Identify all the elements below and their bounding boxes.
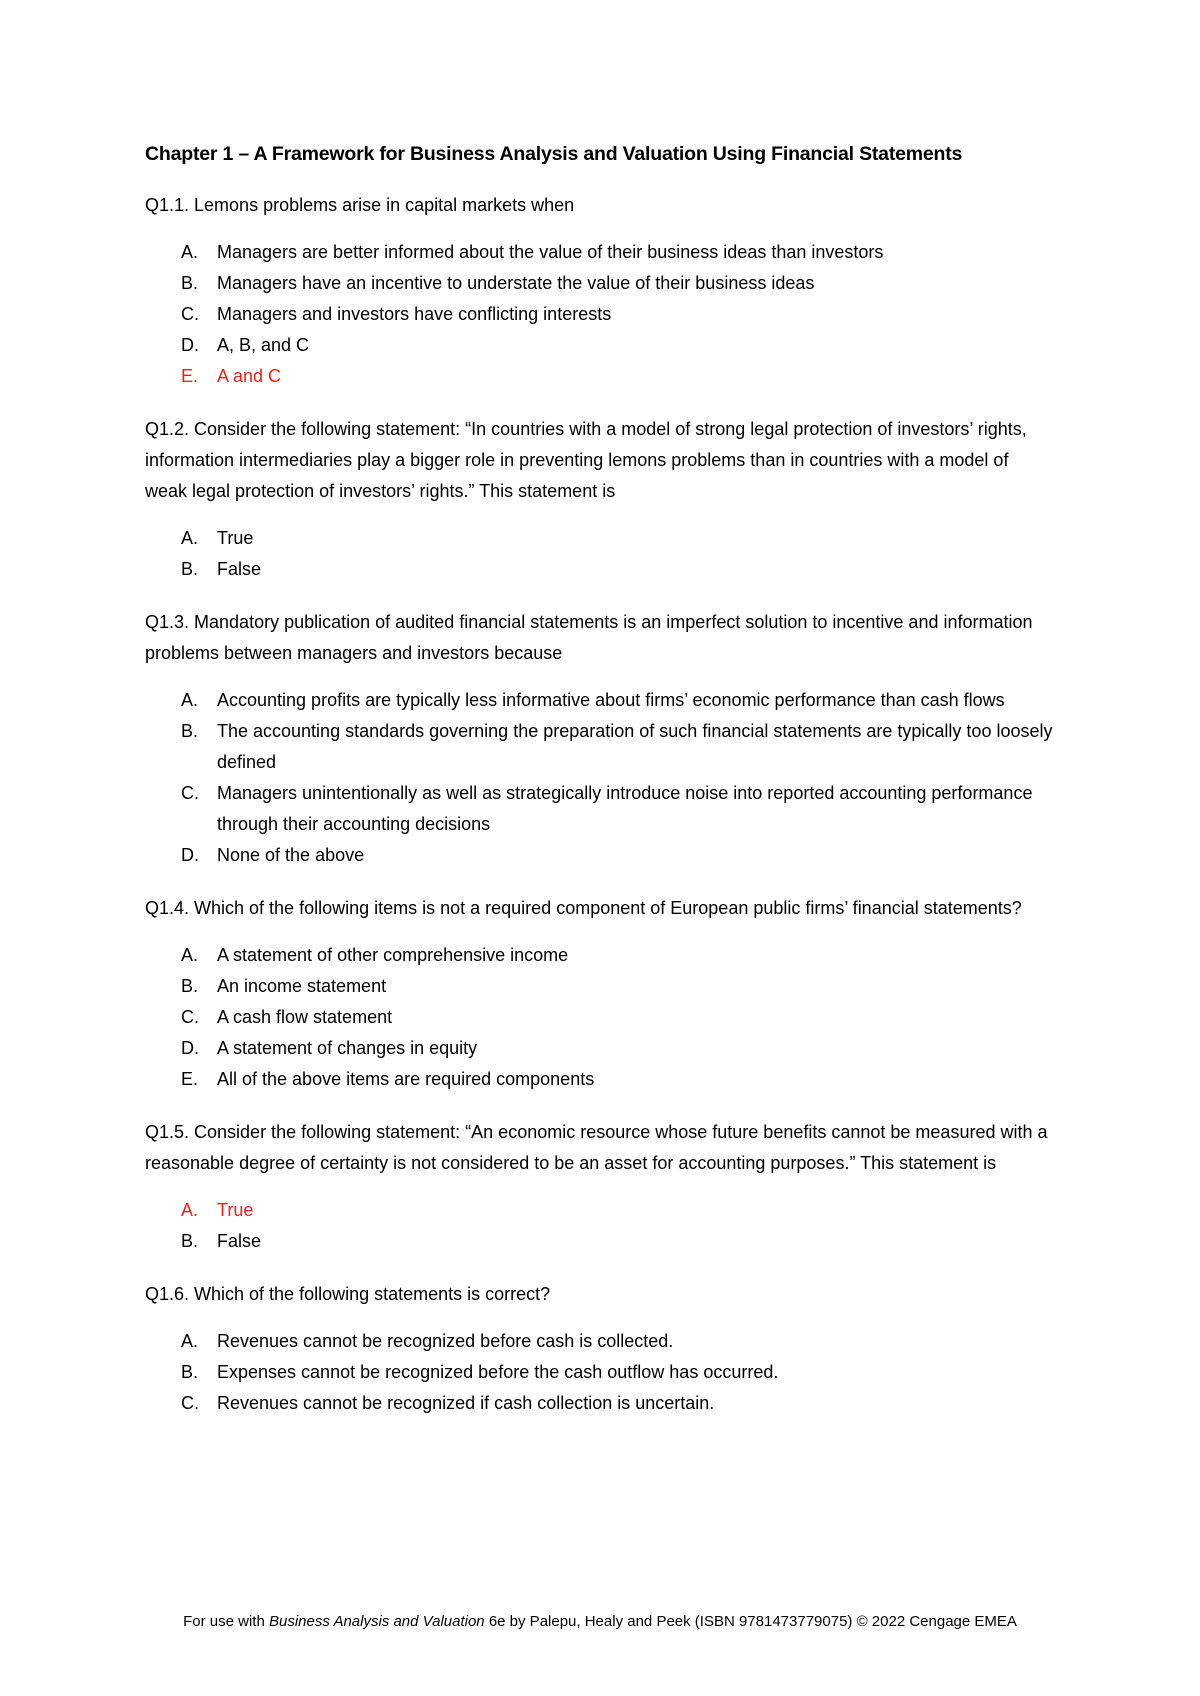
answer-option <box>145 330 1055 361</box>
option-letter: A. <box>181 1331 199 1351</box>
answer-options <box>145 1195 1055 1257</box>
option-text: Managers are better informed about the value of their business ideas than investors <box>217 242 884 262</box>
option-text: A cash flow statement <box>217 1007 393 1027</box>
answer-option <box>145 1033 1055 1064</box>
option-letter: D. <box>181 335 199 355</box>
answer-option <box>145 940 1055 971</box>
answer-options <box>145 1326 1055 1419</box>
question-text: Q1.5. Consider the following statement: “An economic resource whose future benefits cannot be measured with a reasonable degree of certainty is not considered to be an asset for accounting purposes.” This statement is <box>145 1122 1048 1173</box>
option-text: A, B, and C <box>217 335 310 355</box>
answer-option <box>145 1388 1055 1419</box>
option-letter: B. <box>181 1231 199 1251</box>
answer-option <box>145 299 1055 330</box>
option-letter: A. <box>181 690 199 710</box>
option-text: Managers unintentionally as well as strategically introduce noise into reported accounting performance through their accounting decisions <box>217 783 1033 834</box>
document-content <box>145 143 1055 1441</box>
question-block <box>145 893 1055 1095</box>
option-text: Revenues cannot be recognized if cash collection is uncertain. <box>217 1393 715 1413</box>
answer-option-correct <box>145 1195 1055 1226</box>
option-text: All of the above items are required components <box>217 1069 595 1089</box>
option-letter: B. <box>181 1362 199 1382</box>
answer-option <box>145 1326 1055 1357</box>
option-text: None of the above <box>217 845 365 865</box>
option-text: False <box>217 559 262 579</box>
question-block <box>145 607 1055 871</box>
answer-option <box>145 268 1055 299</box>
footer-book-title: Business Analysis and Valuation <box>268 1613 485 1630</box>
option-letter: D. <box>181 845 199 865</box>
answer-options <box>145 237 1055 392</box>
answer-option <box>145 1357 1055 1388</box>
option-text: Revenues cannot be recognized before cash is collected. <box>217 1331 674 1351</box>
answer-option <box>145 971 1055 1002</box>
answer-options <box>145 523 1055 585</box>
option-text: Managers and investors have conflicting interests <box>217 304 612 324</box>
option-letter: B. <box>181 976 199 996</box>
answer-option <box>145 554 1055 585</box>
answer-options <box>145 685 1055 871</box>
answer-option <box>145 237 1055 268</box>
footer-prefix: For use with <box>183 1613 269 1630</box>
option-letter: D. <box>181 1038 199 1058</box>
option-letter: A. <box>181 945 199 965</box>
option-letter: A. <box>181 242 199 262</box>
page-footer <box>0 1613 1200 1630</box>
option-letter: B. <box>181 721 199 741</box>
answer-option <box>145 840 1055 871</box>
answer-option <box>145 1002 1055 1033</box>
question-list <box>145 190 1055 1419</box>
option-letter: C. <box>181 304 199 324</box>
chapter-title: Chapter 1 – A Framework for Business Analysis and Valuation Using Financial Statements <box>145 143 963 165</box>
question-text: Q1.3. Mandatory publication of audited financial statements is an imperfect solution to incentive and information problems between managers and investors because <box>145 612 1033 663</box>
answer-options <box>145 940 1055 1095</box>
option-letter: C. <box>181 1007 199 1027</box>
option-letter: B. <box>181 273 199 293</box>
option-letter: C. <box>181 1393 199 1413</box>
option-letter: E. <box>181 1069 199 1089</box>
option-text: A statement of other comprehensive income <box>217 945 569 965</box>
option-text: A statement of changes in equity <box>217 1038 478 1058</box>
option-letter: A. <box>181 1200 199 1220</box>
option-text: True <box>217 528 254 548</box>
footer-suffix: 6e by Palepu, Healy and Peek (ISBN 9781473779075) © 2022 Cengage EMEA <box>484 1613 1017 1630</box>
question-text: Q1.4. Which of the following items is not a required component of European public firms’ financial statements? <box>145 898 1022 918</box>
question-block <box>145 414 1055 585</box>
answer-option <box>145 1226 1055 1257</box>
answer-option <box>145 778 1055 840</box>
option-text: True <box>217 1200 254 1220</box>
answer-option <box>145 716 1055 778</box>
question-text: Q1.2. Consider the following statement: “In countries with a model of strong legal protection of investors’ rights, information intermediaries play a bigger role in preventing lemons problems than in countries with a model of weak legal protection of investors’ rights.” This statement is <box>145 419 1027 501</box>
option-letter: A. <box>181 528 199 548</box>
option-text: A and C <box>217 366 282 386</box>
option-text: The accounting standards governing the preparation of such financial statements are typically too loosely defined <box>217 721 1053 772</box>
option-text: Accounting profits are typically less informative about firms’ economic performance than cash flows <box>217 690 1005 710</box>
answer-option <box>145 1064 1055 1095</box>
question-block <box>145 190 1055 392</box>
option-letter: B. <box>181 559 199 579</box>
option-text: Expenses cannot be recognized before the cash outflow has occurred. <box>217 1362 779 1382</box>
question-block <box>145 1117 1055 1257</box>
answer-option <box>145 685 1055 716</box>
option-letter: E. <box>181 366 199 386</box>
option-text: Managers have an incentive to understate the value of their business ideas <box>217 273 815 293</box>
option-letter: C. <box>181 783 199 803</box>
option-text: An income statement <box>217 976 387 996</box>
question-text: Q1.1. Lemons problems arise in capital markets when <box>145 195 575 215</box>
answer-option <box>145 523 1055 554</box>
question-block <box>145 1279 1055 1419</box>
answer-option-correct <box>145 361 1055 392</box>
question-text: Q1.6. Which of the following statements is correct? <box>145 1284 551 1304</box>
option-text: False <box>217 1231 262 1251</box>
